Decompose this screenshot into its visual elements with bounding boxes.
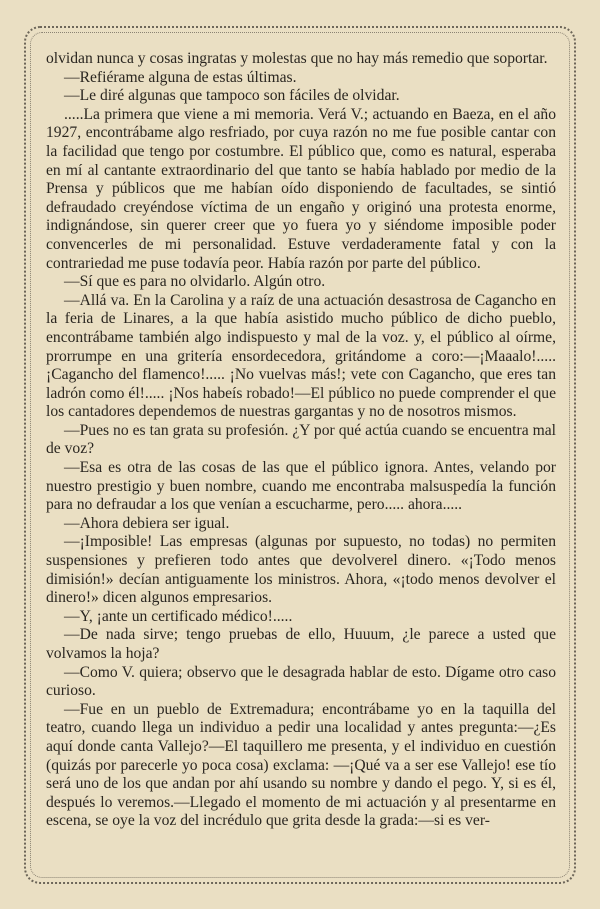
paragraph: —Como V. quiera; observo que le desagrada hablar de esto. Dígame otro caso curioso.	[46, 663, 556, 700]
paragraph: —De nada sirve; tengo pruebas de ello, Huuum, ¿le parece a usted que volvamos la hoja?	[46, 626, 556, 662]
paragraph: .....La primera que viene a mi memoria. Verá V.; actuando en Baeza, en el año 1927, encontrábame algo resfriado, por cuya razón no me fue posible cantar con la facilidad que tengo por costumbre. El público que, como es natural, esperaba en mí al cantante extraordinario del que tanto se había hablado por medio de la Prensa y públicos que me habían oído disponiendo de facultades, se sintió defraudado creyéndose víctima de un engaño y originó una protesta enorme, indignándose, sin querer creer que yo fuera yo y siéndome imposible poder convencerles de mi personalidad. Estuve verdaderamente fatal y con la contrariedad me puse todavía peor. Había razón por parte del público.	[46, 105, 556, 272]
paragraph: —Refiérame alguna de estas últimas.	[64, 68, 297, 86]
paragraph: —Le diré algunas que tampoco son fáciles de olvidar.	[64, 87, 400, 105]
paragraph: —¡Imposible! Las empresas (algunas por supuesto, no todas) no permiten suspensiones y prefieren todo antes que devolverel dinero. «¡Todo menos dimisión!» decían antiguamente los ministros. Ahora, «¡todo menos devolver el dinero!» dicen algunos empresarios.	[46, 533, 556, 607]
paragraph: —Sí que es para no olvidarlo. Algún otro.	[64, 273, 326, 291]
paragraph: —Esa es otra de las cosas de las que el público ignora. Antes, velando por nuestro prestigio y buen nombre, cuando me encontraba malsuspedía la función para no defraudar a los que venían a escucharme, pero..... ahora.....	[46, 459, 556, 514]
page-text	[46, 50, 556, 831]
paragraph: —Ahora debiera ser igual.	[64, 514, 230, 532]
paragraph: —Fue en un pueblo de Extremadura; encontrábame yo en la taquilla del teatro, cuando llega un individuo a pedir una localidad y antes pregunta:—¿Es aquí donde canta Vallejo?—El taquillero me presenta, y el individuo en cuestión (quizás por parecerle yo poca cosa) exclama: —¡Qué va a ser ese Vallejo! ese tío será uno de los que andan por ahí usando su nombre y dando el pego. Y, si es él, después lo veremos.—Llegado el momento de mi actuación y al presentarme en escena, se oye la voz del incrédulo que grita desde la grada:—si es ver-	[46, 700, 556, 830]
paragraph: —Y, ¡ante un certificado médico!.....	[64, 607, 293, 625]
paragraph: —Allá va. En la Carolina y a raíz de una actuación desastrosa de Cagancho en la feria de Linares, a la que había asistido mucho público de dicho pueblo, encontrábame también algo indispuesto y mal de la voz. y, el público al oírme, prorrumpe en una gritería ensordecedora, gritándome a coro:—¡Maaalo!..... ¡Cagancho del flamenco!..... ¡No vuelvas más!; vete con Cagancho, que eres tan ladrón como él!..... ¡Nos habeís robado!—El público no puede comprender el que los cantadores dependemos de nuestras gargantas y no de nosotros mismos.	[46, 291, 556, 421]
paragraph: —Pues no es tan grata su profesión. ¿Y por qué actúa cuando se encuentra mal de voz?	[46, 421, 556, 458]
paragraph: olvidan nunca y cosas ingratas y molestas que no hay más remedio que soportar.	[46, 50, 548, 67]
